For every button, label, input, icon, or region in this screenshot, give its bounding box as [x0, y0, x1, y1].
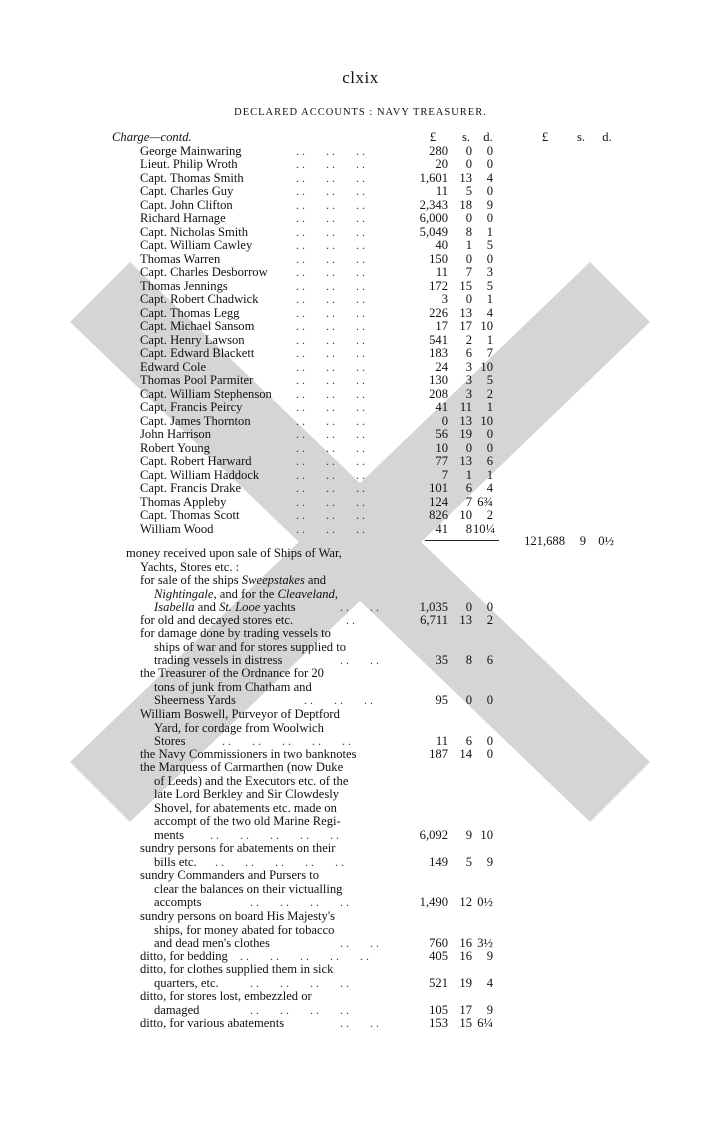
- leader-dots: . . . . . . . . . .: [222, 734, 351, 748]
- entry-amount-pounds: 6,711: [420, 613, 448, 627]
- name-amount-pounds: 1,601: [419, 170, 448, 185]
- entry-amount-shillings: 19: [459, 975, 472, 990]
- name-amount-pounds: 541: [429, 332, 448, 347]
- name-amount-shillings: 8: [465, 224, 472, 239]
- name-entry: Capt. William Stephenson: [140, 386, 272, 401]
- entry-line: late Lord Berkley and Sir Clowdesly: [154, 787, 340, 801]
- name-entry: Thomas Appleby: [140, 494, 227, 509]
- entry-amount-pence: 0: [486, 600, 493, 614]
- entry-amount-shillings: 0: [465, 600, 472, 614]
- name-amount-pounds: 130: [429, 373, 448, 387]
- leader-dots: . . . . . .: [296, 265, 365, 279]
- charge-heading: Charge—contd.: [112, 130, 192, 144]
- entry-line: sundry persons for abatements on their: [140, 841, 336, 855]
- name-amount-pence: 10: [480, 413, 493, 428]
- entry-line: sundry persons on board His Majesty's: [140, 909, 336, 923]
- entry-amount-pounds: 95: [435, 693, 448, 707]
- name-amount-shillings: 1: [465, 238, 472, 252]
- entry-line: ditto, for clothes supplied them in sick: [140, 962, 334, 976]
- entry-line: sundry Commanders and Pursers to: [140, 868, 320, 882]
- entry-amount-pounds: 149: [429, 854, 448, 869]
- entry-line: accompt of the two old Marine Regi-: [154, 814, 341, 828]
- leader-dots: . .: [346, 613, 355, 627]
- entry-amount-pounds: 105: [429, 1002, 448, 1017]
- entry-line: quarters, etc.: [154, 975, 219, 990]
- name-amount-pence: 0: [486, 211, 493, 225]
- entry-line: William Boswell, Purveyor of Deptford: [140, 707, 340, 721]
- entry-line: damaged: [154, 1002, 200, 1017]
- entry-amount-pence: 2: [486, 613, 493, 627]
- entry-amount-pounds: 1,035: [419, 600, 448, 614]
- leader-dots: . . . . . .: [296, 440, 365, 455]
- name-amount-shillings: 0: [465, 292, 472, 306]
- name-amount-pounds: 11: [435, 184, 448, 198]
- entry-line: ditto, for stores lost, embezzled or: [140, 989, 312, 1003]
- name-amount-pence: 10: [480, 359, 493, 374]
- name-amount-pounds: 101: [429, 481, 448, 495]
- leader-dots: . . . . . .: [296, 319, 365, 333]
- entry-line: ditto, for bedding: [140, 949, 228, 963]
- name-amount-pence: 0: [486, 440, 493, 455]
- entry-text: St. Looe: [219, 600, 261, 614]
- leader-dots: . . . . . .: [296, 224, 365, 239]
- name-amount-pence: 5: [486, 373, 493, 387]
- name-amount-shillings: 0: [465, 143, 472, 158]
- name-amount-pounds: 24: [435, 359, 448, 374]
- leader-dots: . . . . . .: [296, 521, 365, 536]
- entry-amount-pounds: 153: [429, 1016, 448, 1030]
- leader-dots: . . . .: [340, 936, 379, 950]
- entry-line: Stores: [154, 734, 186, 748]
- leader-dots: . . . . . . . . . .: [210, 827, 339, 842]
- entry-text: Nightingale: [154, 586, 214, 601]
- name-amount-pence: 0: [486, 143, 493, 158]
- name-amount-pounds: 2,343: [419, 197, 448, 212]
- entry-line: of Leeds) and the Executors etc. of the: [154, 773, 349, 788]
- entry-line: ments: [154, 827, 185, 842]
- name-amount-pence: 2: [486, 386, 493, 401]
- name-amount-shillings: 7: [465, 265, 472, 279]
- name-entry: Capt. Charles Desborrow: [140, 265, 268, 279]
- entry-line: clear the balances on their victualling: [154, 881, 343, 896]
- page-folio: clxix: [342, 68, 379, 87]
- name-entry: William Wood: [140, 521, 214, 536]
- name-amount-shillings: 6: [465, 481, 472, 495]
- name-entry: Thomas Warren: [140, 251, 221, 266]
- name-entry: George Mainwaring: [140, 143, 242, 158]
- sale-heading-line: Yachts, Stores etc. :: [140, 560, 240, 574]
- name-amount-pence: 6: [486, 454, 493, 468]
- name-entry: Capt. Charles Guy: [140, 184, 234, 198]
- leader-dots: . . . . . .: [296, 211, 365, 225]
- entry-amount-pounds: 6,092: [419, 827, 448, 842]
- leader-dots: . . . . . .: [296, 427, 365, 441]
- entry-line: the Navy Commissioners in two banknotes: [140, 747, 357, 761]
- name-amount-pounds: 226: [429, 305, 448, 320]
- name-entry: Capt. Francis Peircy: [140, 400, 243, 414]
- name-amount-pence: 0: [486, 251, 493, 266]
- name-amount-shillings: 2: [465, 332, 472, 347]
- subtotal-rule: [425, 540, 499, 541]
- name-amount-pounds: 17: [435, 319, 448, 333]
- entry-text: , and for the: [213, 586, 278, 601]
- leader-dots: . . . . . . . .: [250, 1002, 349, 1017]
- name-amount-shillings: 5: [465, 184, 472, 198]
- leader-dots: . . . . . . . .: [250, 975, 349, 990]
- entry-amount-shillings: 16: [459, 936, 472, 950]
- entry-amount-shillings: 16: [459, 949, 472, 963]
- name-amount-pence: 10: [480, 319, 493, 333]
- entry-amount-shillings: 0: [465, 693, 472, 707]
- name-amount-pounds: 56: [435, 427, 448, 441]
- leader-dots: . . . . . .: [296, 170, 365, 185]
- name-amount-pence: 1: [486, 400, 493, 414]
- name-entry: Capt. William Cawley: [140, 238, 253, 252]
- entry-amount-shillings: 12: [459, 895, 472, 909]
- name-entry: Capt. Robert Chadwick: [140, 292, 259, 306]
- entry-amount-pence: 0: [486, 693, 493, 707]
- name-entry: Capt. Francis Drake: [140, 481, 242, 495]
- name-amount-shillings: 17: [459, 319, 472, 333]
- subtotal-pence: 0½: [598, 534, 614, 548]
- leader-dots: . . . . . .: [296, 332, 365, 347]
- name-entry: Capt. Nicholas Smith: [140, 224, 249, 239]
- leader-dots: . . . . . .: [296, 238, 365, 252]
- leader-dots: . . . . . .: [296, 143, 365, 158]
- name-amount-shillings: 0: [465, 440, 472, 455]
- leader-dots: . . . . . .: [296, 197, 365, 212]
- running-head: DECLARED ACCOUNTS : NAVY TREASURER.: [234, 107, 487, 118]
- entry-line: Shovel, for abatements etc. made on: [154, 800, 337, 815]
- entry-text: for sale of the ships: [140, 573, 242, 587]
- entry-amount-pounds: 35: [435, 653, 448, 667]
- name-amount-pounds: 280: [429, 143, 448, 158]
- leader-dots: . . . . . .: [296, 413, 365, 428]
- name-amount-shillings: 6: [465, 346, 472, 360]
- entry-text: and: [304, 573, 327, 587]
- entry-amount-pence: 10: [480, 827, 493, 842]
- name-amount-shillings: 7: [465, 494, 472, 509]
- name-amount-pence: 6¾: [477, 494, 493, 509]
- name-amount-pounds: 3: [441, 292, 448, 306]
- name-amount-pence: 1: [486, 332, 493, 347]
- name-entry: Capt. Michael Sansom: [140, 319, 255, 333]
- entry-text: Cleaveland: [277, 586, 335, 601]
- name-amount-pounds: 6,000: [419, 211, 448, 225]
- name-amount-pence: 4: [486, 305, 493, 320]
- leader-dots: . . . . . . . . . .: [240, 949, 369, 963]
- name-amount-pence: 0: [486, 184, 493, 198]
- name-entry: John Harrison: [140, 427, 212, 441]
- name-amount-pence: 5: [486, 278, 493, 293]
- leader-dots: . . . . . .: [296, 359, 365, 374]
- leader-dots: . . . . . .: [304, 693, 373, 707]
- entry-line: Yard, for cordage from Woolwich: [154, 720, 324, 735]
- name-amount-pounds: 183: [429, 346, 448, 360]
- entry-line: for damage done by trading vessels to: [140, 626, 331, 640]
- leader-dots: . . . .: [340, 1016, 379, 1030]
- name-amount-pence: 1: [486, 467, 493, 482]
- name-amount-pounds: 150: [429, 251, 448, 266]
- entry-amount-pounds: 760: [429, 936, 448, 950]
- name-amount-pounds: 7: [441, 467, 448, 482]
- entry-line: the Treasurer of the Ordnance for 20: [140, 666, 324, 680]
- name-amount-pounds: 40: [435, 238, 448, 252]
- leader-dots: . . . . . . . .: [250, 895, 349, 909]
- entry-amount-shillings: 6: [465, 734, 472, 748]
- leader-dots: . . . . . .: [296, 494, 365, 509]
- entry-line: bills etc.: [154, 854, 197, 869]
- name-amount-pence: 7: [486, 346, 493, 360]
- entry-amount-shillings: 15: [459, 1016, 472, 1030]
- entry-amount-pence: 0: [486, 734, 493, 748]
- name-amount-shillings: 3: [465, 359, 472, 374]
- name-entry: Capt. Thomas Smith: [140, 170, 244, 185]
- name-amount-shillings: 13: [459, 305, 472, 320]
- name-amount-pounds: 0: [441, 413, 448, 428]
- name-amount-shillings: 15: [459, 278, 472, 293]
- entry-line: the Marquess of Carmarthen (now Duke: [140, 760, 344, 774]
- subtotal-shillings: 9: [579, 534, 586, 548]
- entry-amount-shillings: 13: [459, 613, 472, 627]
- name-amount-pounds: 41: [435, 400, 448, 414]
- entry-line: and dead men's clothes: [154, 936, 270, 950]
- leader-dots: . . . . . .: [296, 305, 365, 320]
- entry-text: and: [194, 600, 220, 614]
- entry-line: for old and decayed stores etc.: [140, 613, 294, 627]
- name-amount-shillings: 3: [465, 386, 472, 401]
- name-entry: Capt. Thomas Scott: [140, 508, 240, 522]
- name-entry: Robert Young: [140, 440, 210, 455]
- entry-line: Sheerness Yards: [154, 693, 236, 707]
- name-entry: Capt. John Clifton: [140, 197, 233, 212]
- entry-text: ,: [334, 586, 338, 601]
- leader-dots: . . . . . .: [296, 400, 365, 414]
- name-amount-pence: 4: [486, 170, 493, 185]
- entry-amount-pence: 3½: [477, 936, 493, 950]
- name-amount-pence: 1: [486, 224, 493, 239]
- name-entry: Capt. Henry Lawson: [140, 332, 245, 347]
- leader-dots: . . . . . .: [296, 292, 365, 306]
- leader-dots: . . . . . .: [296, 373, 365, 387]
- name-amount-shillings: 1: [465, 467, 472, 482]
- leader-dots: . . . . . .: [296, 157, 365, 171]
- col-header-pence: d.: [483, 130, 493, 144]
- name-entry: Richard Harnage: [140, 211, 226, 225]
- name-entry: Lieut. Philip Wroth: [140, 157, 238, 171]
- name-amount-shillings: 10: [459, 508, 472, 522]
- entry-text: yachts: [260, 600, 296, 614]
- entry-amount-pounds: 11: [435, 734, 448, 748]
- entry-text: Isabella: [154, 600, 195, 614]
- leader-dots: . . . . . .: [296, 346, 365, 360]
- leader-dots: . . . . . .: [296, 481, 365, 495]
- name-amount-pence: 3: [486, 265, 493, 279]
- name-amount-shillings: 11: [459, 400, 472, 414]
- name-amount-shillings: 0: [465, 251, 472, 266]
- entry-amount-shillings: 9: [465, 827, 472, 842]
- name-amount-pence: 5: [486, 238, 493, 252]
- name-amount-pence: 10¼: [473, 521, 496, 536]
- entry-text: Sweepstakes: [241, 573, 305, 587]
- name-amount-pence: 9: [486, 197, 493, 212]
- name-amount-shillings: 3: [465, 373, 472, 387]
- name-entry: Capt. William Haddock: [140, 467, 260, 482]
- entry-amount-pence: 9: [486, 949, 493, 963]
- name-amount-shillings: 13: [459, 170, 472, 185]
- leader-dots: . . . . . .: [296, 184, 365, 198]
- name-entry: Capt. Robert Harward: [140, 454, 252, 468]
- name-amount-shillings: 13: [459, 413, 472, 428]
- leader-dots: . . . . . .: [296, 278, 365, 293]
- name-amount-shillings: 0: [465, 157, 472, 171]
- name-amount-pounds: 208: [429, 386, 448, 401]
- leader-dots: . . . . . .: [296, 508, 365, 522]
- name-amount-pence: 0: [486, 157, 493, 171]
- name-amount-pounds: 10: [435, 440, 448, 455]
- name-amount-shillings: 19: [459, 427, 472, 441]
- name-amount-pounds: 11: [435, 265, 448, 279]
- entry-amount-pence: 0½: [477, 895, 493, 909]
- name-amount-pounds: 826: [429, 508, 448, 522]
- name-amount-pence: 4: [486, 481, 493, 495]
- name-amount-shillings: 8: [465, 521, 472, 536]
- name-amount-pence: 2: [486, 508, 493, 522]
- col-header-total-shillings: s.: [576, 130, 586, 144]
- entry-amount-shillings: 17: [459, 1002, 472, 1017]
- entry-amount-pence: 6¼: [477, 1016, 493, 1030]
- entry-amount-pence: 9: [486, 1002, 493, 1017]
- entry-amount-shillings: 8: [465, 653, 472, 667]
- name-entry: Thomas Pool Parmiter: [140, 373, 254, 387]
- subtotal-pounds: 121,688: [524, 534, 565, 548]
- entry-line: ditto, for various abatements: [140, 1016, 285, 1030]
- entry-amount-pounds: 405: [429, 949, 448, 963]
- entry-amount-pence: 4: [486, 975, 493, 990]
- entry-amount-shillings: 5: [465, 854, 472, 869]
- name-amount-pounds: 20: [435, 157, 448, 171]
- leader-dots: . . . .: [340, 600, 379, 614]
- entry-line: trading vessels in distress: [154, 653, 283, 667]
- entry-line: ships of war and for stores supplied to: [154, 639, 347, 654]
- sale-heading-line: money received upon sale of Ships of War,: [126, 546, 342, 560]
- name-entry: Capt. Thomas Legg: [140, 305, 240, 320]
- col-header-shillings: s.: [461, 130, 471, 144]
- name-entry: Capt. Edward Blackett: [140, 346, 255, 360]
- leader-dots: . . . . . .: [296, 467, 365, 482]
- entry-amount-pounds: 521: [429, 975, 448, 990]
- name-entry: Capt. James Thornton: [140, 413, 251, 428]
- name-amount-pence: 0: [486, 427, 493, 441]
- entry-amount-pence: 9: [486, 854, 493, 869]
- name-amount-pounds: 5,049: [419, 224, 448, 239]
- leader-dots: . . . . . .: [296, 454, 365, 468]
- entry-line: accompts: [154, 895, 202, 909]
- col-header-total-pounds: £: [541, 130, 549, 144]
- name-amount-pounds: 124: [429, 494, 448, 509]
- entry-amount-shillings: 14: [459, 747, 472, 761]
- leader-dots: . . . . . .: [296, 251, 365, 266]
- entry-line: ships, for money abated for tobacco: [154, 922, 335, 937]
- name-amount-shillings: 18: [459, 197, 472, 212]
- name-entry: Thomas Jennings: [140, 278, 228, 293]
- entry-line: tons of junk from Chatham and: [154, 679, 312, 694]
- col-header-total-pence: d.: [602, 130, 612, 144]
- name-amount-pence: 1: [486, 292, 493, 306]
- name-amount-pounds: 41: [435, 521, 448, 536]
- name-amount-shillings: 0: [465, 211, 472, 225]
- entry-amount-pence: 0: [486, 747, 493, 761]
- leader-dots: . . . . . . . . . .: [215, 854, 344, 869]
- name-amount-pounds: 172: [429, 278, 448, 293]
- leader-dots: . . . .: [340, 653, 379, 667]
- entry-amount-pence: 6: [486, 653, 493, 667]
- name-amount-shillings: 13: [459, 454, 472, 468]
- leader-dots: . . . . . .: [296, 386, 365, 401]
- col-header-pounds: £: [429, 130, 437, 144]
- name-amount-pounds: 77: [435, 454, 448, 468]
- name-entry: Edward Cole: [140, 359, 207, 374]
- entry-amount-pounds: 1,490: [419, 895, 448, 909]
- entry-amount-pounds: 187: [429, 747, 448, 761]
